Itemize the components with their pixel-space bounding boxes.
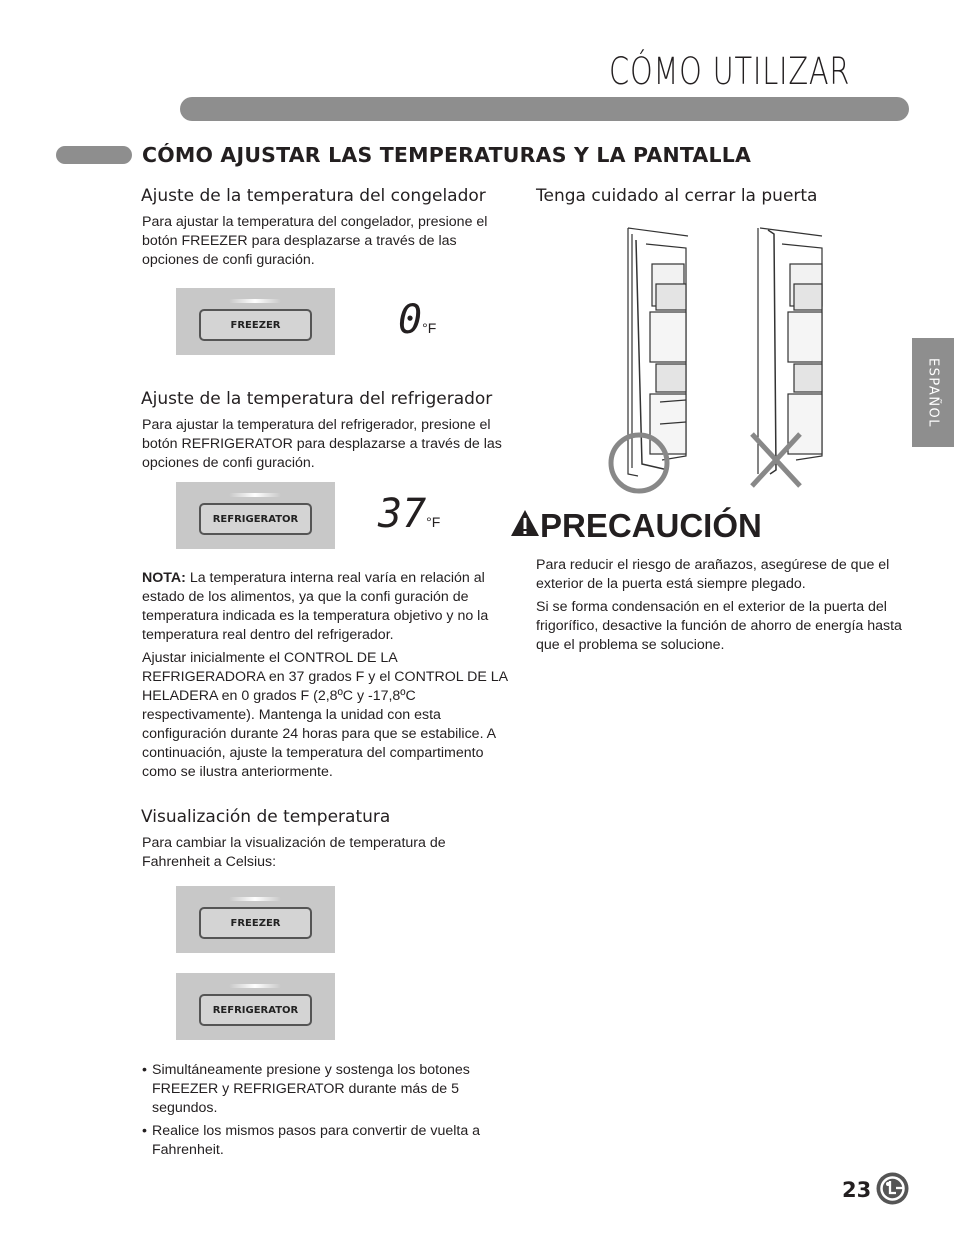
page-number: 23: [842, 1178, 872, 1202]
door-heading: Tenga cuidado al cerrar la puerta: [536, 186, 818, 206]
note-text: La temperatura interna real varía en relación al estado de los alimentos, ya que la confi guración de temperatura indicada es la temperatura objetivo y no la temperatura real dentro del refrigerador.: [142, 570, 489, 643]
caution-paragraph-1: Para reducir el riesgo de arañazos, asegúrese de que el exterior de la puerta está siempre plegado.: [536, 557, 890, 592]
freezer-button-2[interactable]: FREEZER: [199, 907, 312, 939]
indicator-light: [229, 897, 281, 901]
fridge-temp-unit: °F: [426, 514, 441, 530]
instruction-list: [142, 1061, 502, 1164]
section-heading: CÓMO AJUSTAR LAS TEMPERATURAS Y LA PANTALLA: [142, 143, 752, 167]
fridge-control-panel: [176, 482, 335, 549]
fridge-adjust-paragraph: Para ajustar la temperatura del refrigerador, presione el botón REFRIGERATOR para desplazarse a través de las opciones de confi guración.: [142, 417, 502, 471]
section-pill: [56, 146, 132, 164]
freezer-temp-value: 0: [398, 297, 423, 343]
indicator-light: [229, 984, 281, 988]
indicator-light: [229, 493, 281, 497]
door-correct: [628, 228, 688, 476]
note-block: [142, 569, 514, 782]
correct-circle: [611, 435, 667, 491]
fridge-temp-value: 37: [378, 491, 427, 537]
list-item: • Realice los mismos pasos para convertir de vuelta a Fahrenheit.: [142, 1122, 502, 1160]
freezer-adjust-text: [142, 213, 512, 270]
list-item: • Simultáneamente presione y sostenga los botones FREEZER y REFRIGERATOR durante más de 5 segundos.: [142, 1061, 502, 1118]
note-paragraph-2: Ajustar inicialmente el CONTROL DE LA REFRIGERADORA en 37 grados F y el CONTROL DE LA HELADERA en 0 grados F (2,8ºC y -17,8ºC respectivamente). Mantenga la unidad con esta configuración durante 24 horas para que se estabilice. A continuación, ajuste la temperatura del compartimento como se ilustra anteriormente.: [142, 650, 508, 780]
caution-text: [536, 556, 914, 655]
freezer-control-panel: [176, 288, 335, 355]
lg-logo-text: LG: [876, 1172, 878, 1173]
display-paragraph: Para cambiar la visualización de temperatura de Fahrenheit a Celsius:: [142, 835, 446, 870]
freezer-temp-unit: °F: [422, 320, 437, 336]
fridge-adjust-text: [142, 416, 512, 473]
language-label: ESPAÑOL: [925, 357, 941, 428]
note-paragraph: [142, 569, 514, 645]
lg-logo: [876, 1172, 909, 1205]
fridge-control-panel-2: [176, 973, 335, 1040]
page-title: CÓMO UTILIZAR: [608, 50, 850, 93]
caution-paragraph-2: Si se forma condensación en el exterior de la puerta del frigorífico, desactive la función de ahorro de energía hasta que el problema se solucione.: [536, 599, 902, 653]
freezer-control-panel-2: [176, 886, 335, 953]
refrigerator-button[interactable]: REFRIGERATOR: [199, 503, 312, 535]
fridge-adjust-heading: Ajuste de la temperatura del refrigerador: [141, 389, 493, 409]
warning-icon: [510, 509, 540, 537]
door-illustration: [600, 224, 830, 494]
title-bar: [180, 97, 909, 121]
indicator-light: [229, 299, 281, 303]
freezer-adjust-heading: Ajuste de la temperatura del congelador: [141, 186, 486, 206]
freezer-adjust-paragraph: Para ajustar la temperatura del congelador, presione el botón FREEZER para desplazarse a través de las opciones de confi guración.: [142, 214, 488, 268]
note-label: NOTA:: [142, 570, 186, 586]
freezer-temp-display: [398, 297, 437, 343]
display-text: [142, 834, 482, 872]
fridge-temp-display: [378, 491, 441, 537]
door-incorrect: [758, 228, 822, 474]
language-tab: [912, 338, 954, 447]
display-heading: Visualización de temperatura: [141, 807, 391, 827]
freezer-button[interactable]: FREEZER: [199, 309, 312, 341]
refrigerator-button-2[interactable]: REFRIGERATOR: [199, 994, 312, 1026]
caution-title: PRECAUCIÓN: [540, 507, 762, 544]
